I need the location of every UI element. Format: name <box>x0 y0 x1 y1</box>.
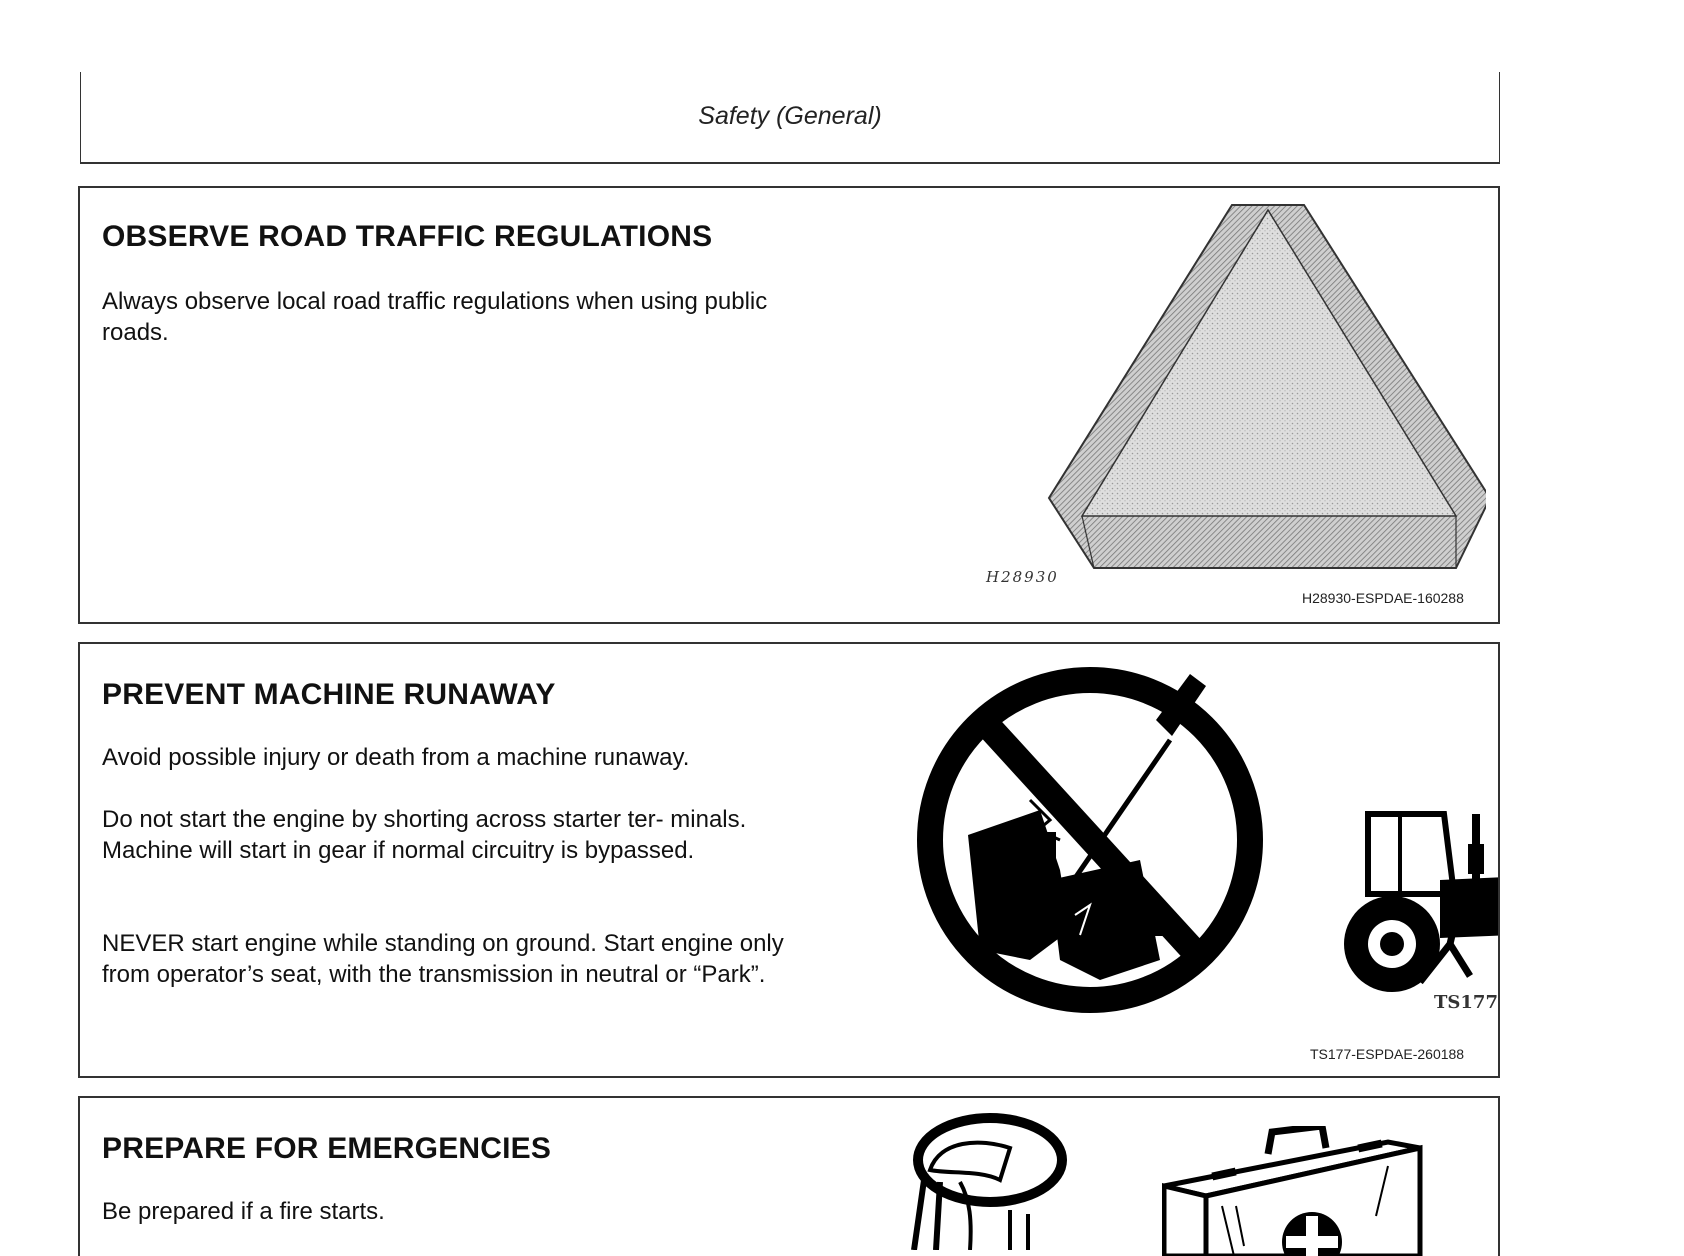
tractor-icon <box>1340 804 1500 1004</box>
section-paragraph: Do not start the engine by shorting across starter ter- minals. Machine will start in gear if normal circuitry is bypassed. <box>102 806 747 864</box>
section-paragraph: Avoid possible injury or death from a machine runaway. <box>102 744 690 771</box>
illustration-label: TS177 <box>1434 992 1498 1013</box>
illustration-label: H28930 <box>986 568 1059 586</box>
first-aid-kit-icon <box>1162 1126 1432 1256</box>
fire-extinguisher-icon <box>900 1110 1070 1250</box>
section-road-traffic <box>78 186 1500 624</box>
section-paragraph: Always observe local road traffic regulations when using public roads. <box>102 288 768 346</box>
section-title: PREVENT MACHINE RUNAWAY <box>102 678 556 711</box>
no-shorting-starter-icon <box>910 660 1270 1020</box>
page-title: Safety (General) <box>698 102 882 130</box>
slow-moving-vehicle-emblem-icon <box>1046 202 1486 584</box>
reference-code: TS177-ESPDAE-260188 <box>1310 1046 1465 1062</box>
section-paragraph: Be prepared if a fire starts. <box>102 1198 385 1225</box>
section-paragraph: NEVER start engine while standing on ground. Start engine only from operator’s seat, with the transmission in neutral or “Park”. <box>102 930 784 988</box>
section-title: OBSERVE ROAD TRAFFIC REGULATIONS <box>102 220 713 253</box>
reference-code: H28930-ESPDAE-160288 <box>1302 590 1464 606</box>
page-header <box>80 72 1500 164</box>
section-emergencies <box>78 1096 1500 1256</box>
section-machine-runaway <box>78 642 1500 1078</box>
section-title: PREPARE FOR EMERGENCIES <box>102 1132 552 1165</box>
